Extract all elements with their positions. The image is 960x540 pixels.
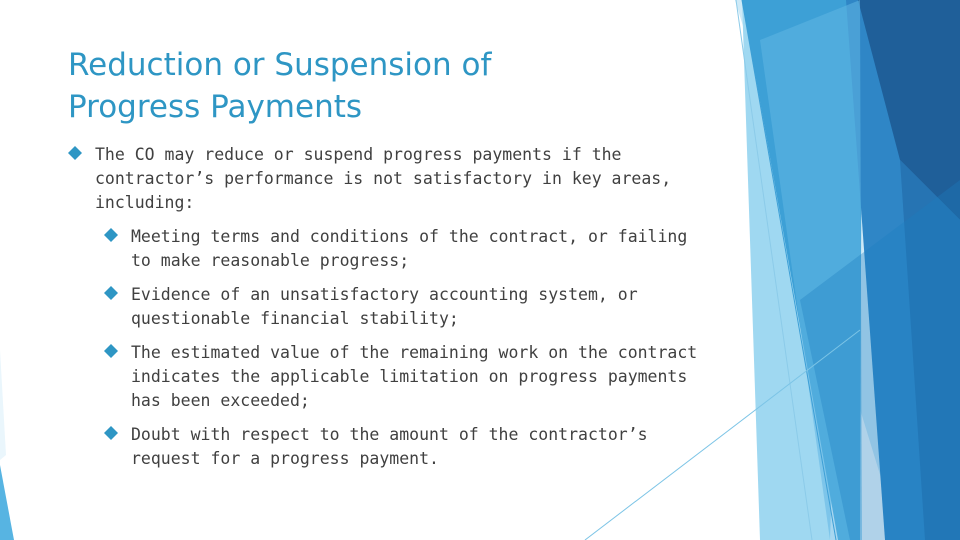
list-item-text: Meeting terms and conditions of the contract, or failing to make reasonable progress;: [131, 227, 688, 270]
bullet-list: [68, 143, 698, 471]
diamond-bullet-icon: [104, 286, 118, 300]
list-item: [68, 143, 698, 215]
list-item: [104, 225, 698, 273]
diamond-bullet-icon: [104, 426, 118, 440]
left-edge-faint-shape: [0, 350, 6, 460]
list-item-text: Evidence of an unsatisfactory accounting system, or questionable financial stability;: [131, 285, 638, 328]
title-line-2: Progress Payments: [68, 89, 363, 125]
diamond-bullet-icon: [68, 146, 82, 160]
left-edge-shape: [0, 465, 14, 540]
title-line-1: Reduction or Suspension of: [68, 47, 492, 83]
list-item: [104, 283, 698, 331]
list-item: [104, 341, 698, 413]
list-item: [104, 423, 698, 471]
list-item-text: Doubt with respect to the amount of the contractor’s request for a progress payment.: [131, 425, 648, 468]
list-item-text: The estimated value of the remaining work on the contract indicates the applicable limitation on progress payments has been exceeded;: [131, 343, 698, 410]
page-title: [68, 44, 688, 128]
diamond-bullet-icon: [104, 228, 118, 242]
diamond-bullet-icon: [104, 344, 118, 358]
list-item-text: The CO may reduce or suspend progress payments if the contractor’s performance is not satisfactory in key areas, including:: [95, 145, 672, 212]
